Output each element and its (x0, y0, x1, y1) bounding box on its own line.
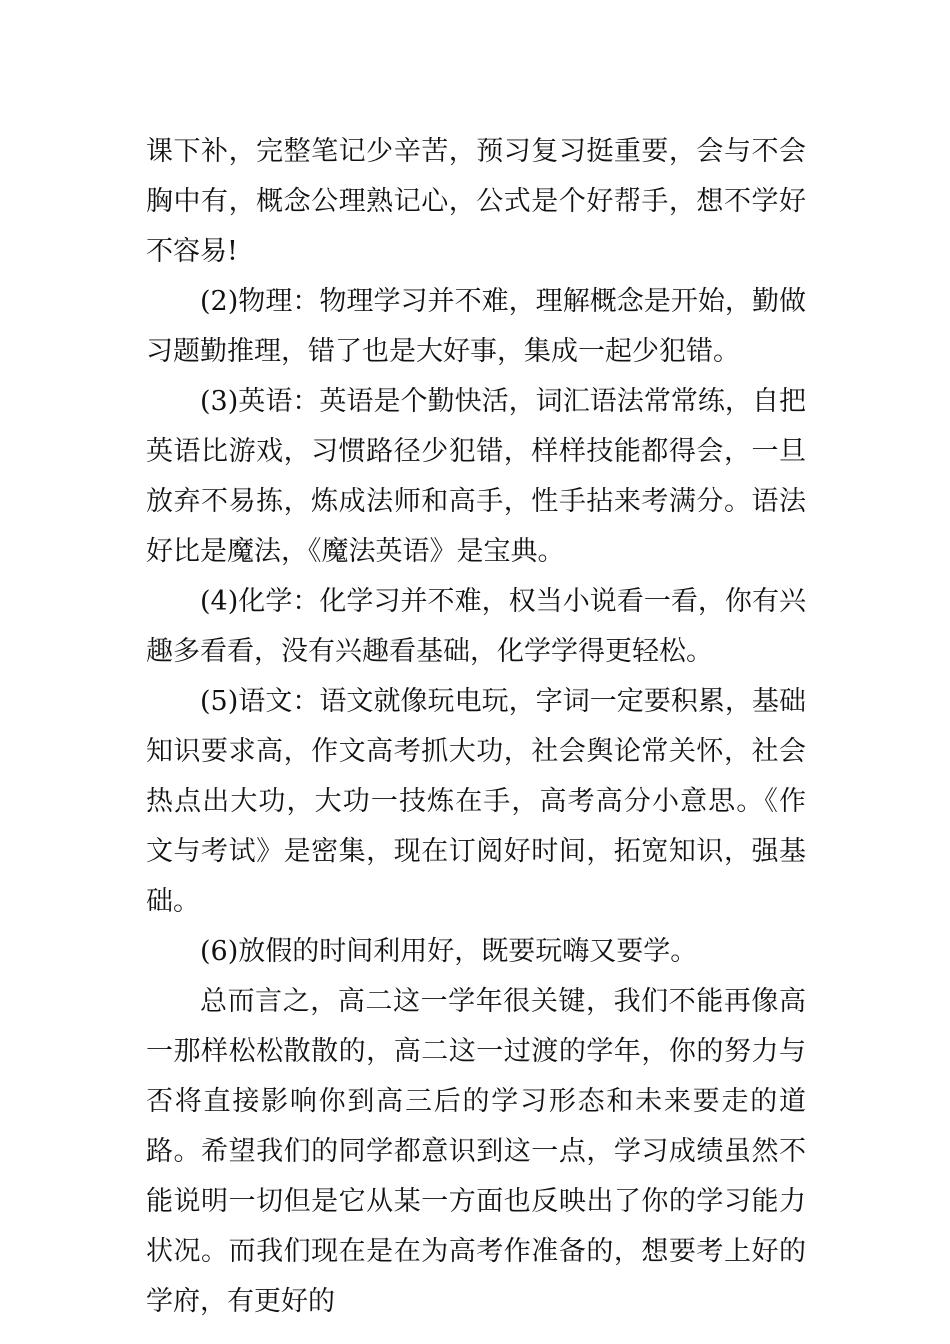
paragraph-english: (3)英语：英语是个勤快活，词汇语法常常练，自把英语比游戏，习惯路径少犯错，样样技能都得会，一旦放弃不易拣，炼成法师和高手，性手拈来考满分。语法好比是魔法，《魔法英语》是宝典。 (146, 386, 806, 567)
paragraph-chinese: (5)语文：语文就像玩电玩，字词一定要积累，基础知识要求高，作文高考抓大功，社会舆论常关怀，社会热点出大功，大功一技炼在手，高考高分小意思。《作文与考试》是密集，现在订阅好时间，拓宽知识，强基础。 (146, 686, 806, 917)
document-body (146, 127, 806, 1327)
paragraph-summary: 总而言之，高二这一学年很关键，我们不能再像高一那样松松散散的，高二这一过渡的学年，你的努力与否将直接影响你到高三后的学习形态和未来要走的道路。希望我们的同学都意识到这一点，学习成绩虽然不能说明一切但是它从某一方面也反映出了你的学习能力状况。而我们现在是在为高考作准备的，想要考上好的学府，有更好的 (146, 986, 806, 1317)
paragraph-math-continued: 课下补，完整笔记少辛苦，预习复习挺重要，会与不会胸中有，概念公理熟记心，公式是个好帮手，想不学好不容易! (146, 136, 806, 267)
paragraph-physics: (2)物理：物理学习并不难，理解概念是开始，勤做习题勤推理，错了也是大好事，集成一起少犯错。 (146, 286, 806, 367)
paragraph-chemistry: (4)化学：化学习并不难，权当小说看一看，你有兴趣多看看，没有兴趣看基础，化学学得更轻松。 (146, 586, 806, 667)
paragraph-holiday: (6)放假的时间利用好，既要玩嗨又要学。 (200, 936, 698, 967)
